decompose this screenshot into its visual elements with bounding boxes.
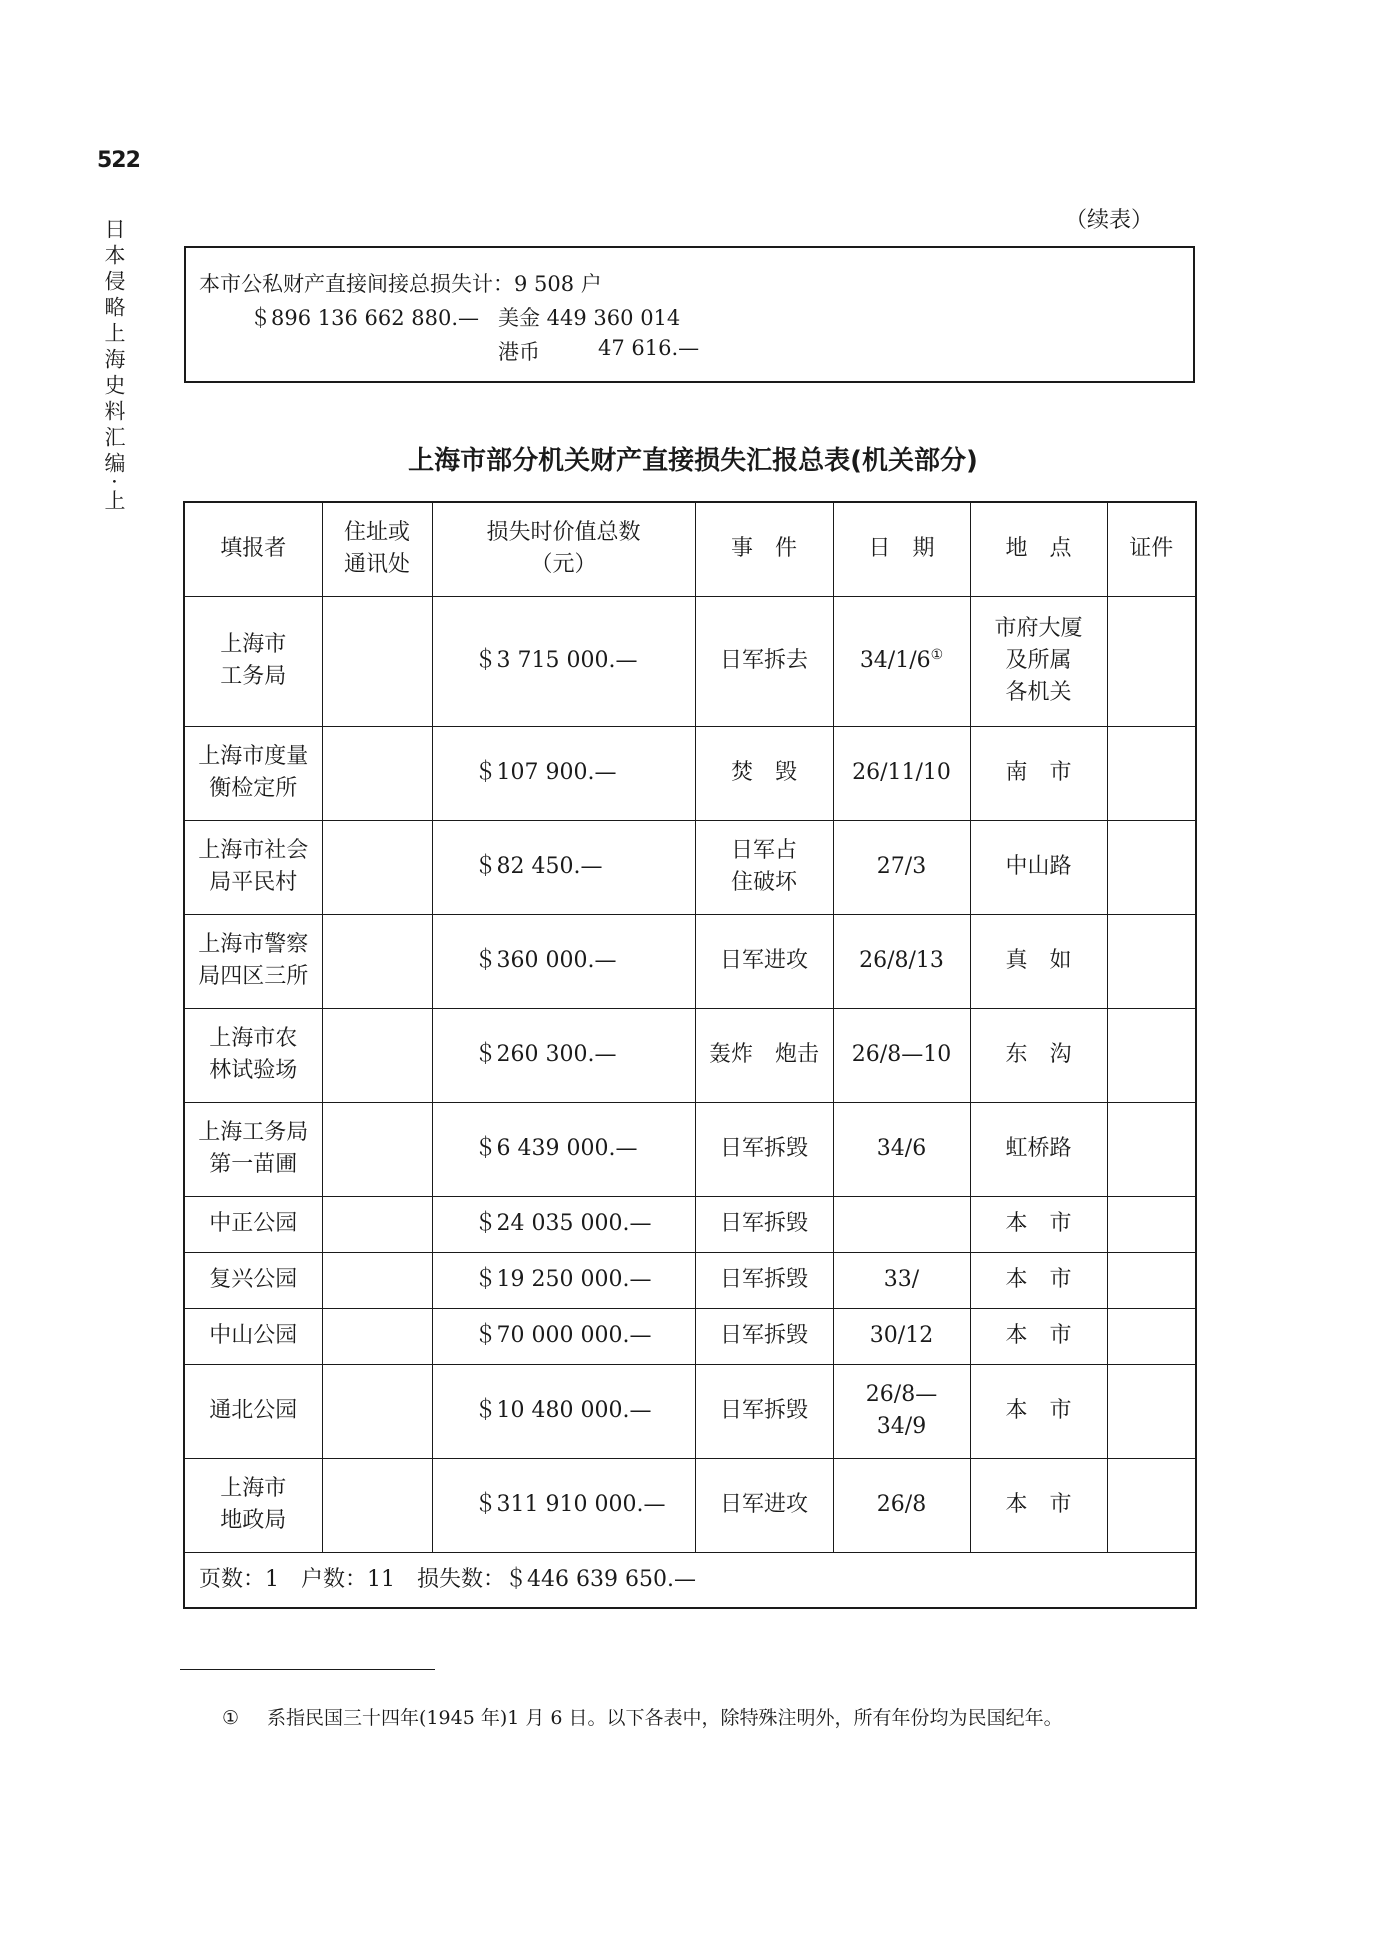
header-row <box>184 502 1196 596</box>
cell-reporter-text: 上海市 工务局 <box>220 632 287 689</box>
footnote-mark: ① <box>222 1707 240 1729</box>
cell-date-text: 33/ <box>883 1267 920 1292</box>
cell-reporter <box>184 1008 322 1102</box>
cell-amount-text: ＄3 715 000.— <box>474 648 638 673</box>
header-date: 日 期 <box>833 502 970 596</box>
cell-address <box>322 1458 432 1552</box>
footnote-rule <box>180 1669 435 1670</box>
cell-address <box>322 726 432 820</box>
table-row <box>184 1364 1196 1458</box>
cell-date <box>833 726 970 820</box>
cell-reporter-text: 复兴公园 <box>209 1267 298 1292</box>
cell-document <box>1107 726 1196 820</box>
book-title-vertical: 日本侵略上海史料汇编·上 <box>102 218 126 516</box>
cell-address <box>322 1364 432 1458</box>
footnote-ref: ① <box>930 647 944 663</box>
cell-event-text: 日军拆毁 <box>719 1398 808 1423</box>
cell-amount-text: ＄260 300.— <box>474 1042 617 1067</box>
cell-document <box>1107 1252 1196 1308</box>
cell-event-text: 日军拆去 <box>719 648 808 673</box>
cell-place-text: 虹桥路 <box>1005 1136 1072 1161</box>
cell-event <box>695 1364 833 1458</box>
cell-amount <box>432 914 695 1008</box>
cell-address <box>322 820 432 914</box>
cell-reporter <box>184 726 322 820</box>
cell-amount-text: ＄82 450.— <box>474 854 603 879</box>
summary-total-amount: ＄896 136 662 880.— <box>250 306 480 330</box>
cell-place <box>970 914 1107 1008</box>
cell-event <box>695 1102 833 1196</box>
cell-address <box>322 1196 432 1252</box>
cell-place <box>970 820 1107 914</box>
cell-reporter-text: 上海市度量 衡检定所 <box>198 744 309 801</box>
table-row <box>184 596 1196 726</box>
cell-place-text: 真 如 <box>1005 948 1072 973</box>
header-document: 证件 <box>1107 502 1196 596</box>
cell-date <box>833 914 970 1008</box>
cell-address <box>322 914 432 1008</box>
cell-place <box>970 1458 1107 1552</box>
cell-reporter <box>184 1458 322 1552</box>
table-row <box>184 1196 1196 1252</box>
cell-reporter <box>184 1364 322 1458</box>
cell-document <box>1107 1308 1196 1364</box>
cell-event <box>695 820 833 914</box>
cell-amount-text: ＄10 480 000.— <box>474 1398 652 1423</box>
total-summary: 页数：1 户数：11 损失数：＄446 639 650.— <box>184 1552 1196 1608</box>
table-row <box>184 1008 1196 1102</box>
cell-place <box>970 1308 1107 1364</box>
table-row <box>184 820 1196 914</box>
cell-date-text: 26/8 <box>876 1492 927 1517</box>
cell-reporter <box>184 1252 322 1308</box>
cell-document <box>1107 1196 1196 1252</box>
cell-event <box>695 1252 833 1308</box>
table-row <box>184 726 1196 820</box>
cell-place <box>970 1364 1107 1458</box>
page-number: 522 <box>97 148 140 173</box>
header-event: 事 件 <box>695 502 833 596</box>
cell-amount-text: ＄6 439 000.— <box>474 1136 638 1161</box>
total-row <box>184 1552 1196 1608</box>
cell-reporter-text: 中山公园 <box>209 1323 298 1348</box>
cell-date <box>833 1364 970 1458</box>
table-row <box>184 1458 1196 1552</box>
cell-address <box>322 1308 432 1364</box>
summary-usd-amount: 美金 449 360 014 <box>498 306 681 330</box>
cell-date <box>833 1252 970 1308</box>
cell-reporter-text: 上海市社会 局平民村 <box>198 838 309 895</box>
header-reporter: 填报者 <box>184 502 322 596</box>
cell-date-text: 26/8—10 <box>851 1042 952 1067</box>
cell-amount <box>432 726 695 820</box>
cell-reporter <box>184 1308 322 1364</box>
header-address: 住址或 通讯处 <box>322 502 432 596</box>
table-title: 上海市部分机关财产直接损失汇报总表(机关部分) <box>408 446 978 476</box>
cell-event <box>695 726 833 820</box>
summary-hkd-value: 47 616.— <box>598 336 700 360</box>
cell-date-text: 26/11/10 <box>852 760 951 785</box>
cell-document <box>1107 1102 1196 1196</box>
cell-amount-text: ＄19 250 000.— <box>474 1267 652 1292</box>
cell-amount <box>432 1364 695 1458</box>
cell-reporter <box>184 820 322 914</box>
cell-place <box>970 596 1107 726</box>
cell-date-text: 30/12 <box>869 1323 934 1348</box>
cell-amount <box>432 1196 695 1252</box>
cell-amount-text: ＄107 900.— <box>474 760 617 785</box>
cell-amount-text: ＄70 000 000.— <box>474 1323 652 1348</box>
table-row <box>184 914 1196 1008</box>
header-place: 地 点 <box>970 502 1107 596</box>
cell-amount <box>432 1308 695 1364</box>
cell-place-text: 本 市 <box>1005 1323 1072 1348</box>
summary-box <box>184 246 1195 383</box>
cell-event-text: 日军拆毁 <box>719 1136 808 1161</box>
cell-reporter-text: 上海工务局 第一苗圃 <box>198 1120 309 1177</box>
cell-amount <box>432 1252 695 1308</box>
cell-event <box>695 1458 833 1552</box>
cell-reporter <box>184 1196 322 1252</box>
table-row <box>184 1308 1196 1364</box>
cell-date <box>833 596 970 726</box>
table-row <box>184 1102 1196 1196</box>
cell-amount-text: ＄311 910 000.— <box>474 1492 666 1517</box>
cell-event <box>695 1008 833 1102</box>
cell-event-text: 日军进攻 <box>719 948 808 973</box>
cell-amount <box>432 1008 695 1102</box>
cell-document <box>1107 1008 1196 1102</box>
cell-date <box>833 820 970 914</box>
cell-amount <box>432 596 695 726</box>
cell-address <box>322 1008 432 1102</box>
cell-document <box>1107 1458 1196 1552</box>
cell-place-text: 本 市 <box>1005 1492 1072 1517</box>
cell-place-text: 南 市 <box>1005 760 1072 785</box>
cell-amount <box>432 1458 695 1552</box>
cell-event-text: 轰炸 炮击 <box>708 1042 819 1067</box>
cell-place-text: 本 市 <box>1005 1398 1072 1423</box>
cell-reporter-text: 上海市 地政局 <box>220 1476 287 1533</box>
cell-amount-text: ＄24 035 000.— <box>474 1211 652 1236</box>
cell-event-text: 日军占 住破坏 <box>730 838 797 895</box>
cell-reporter-text: 中正公园 <box>209 1211 298 1236</box>
cell-place <box>970 1196 1107 1252</box>
cell-document <box>1107 820 1196 914</box>
cell-event-text: 焚 毁 <box>730 760 797 785</box>
loss-report-table <box>183 501 1197 1609</box>
cell-reporter-text: 上海市农 林试验场 <box>209 1026 298 1083</box>
cell-date-text: 26/8/13 <box>859 948 944 973</box>
cell-date <box>833 1008 970 1102</box>
cell-date <box>833 1196 970 1252</box>
summary-total-households: 本市公私财产直接间接总损失计：9 508 户 <box>199 272 602 296</box>
summary-hkd-label: 港币 <box>498 340 540 364</box>
cell-document <box>1107 1364 1196 1458</box>
footnote <box>222 1703 1063 1730</box>
table-row <box>184 1252 1196 1308</box>
cell-reporter-text: 通北公园 <box>209 1398 298 1423</box>
cell-address <box>322 1102 432 1196</box>
cell-document <box>1107 596 1196 726</box>
cell-date-text: 27/3 <box>876 854 927 879</box>
cell-reporter-text: 上海市警察 局四区三所 <box>198 932 309 989</box>
cell-amount-text: ＄360 000.— <box>474 948 617 973</box>
cell-address <box>322 1252 432 1308</box>
cell-amount <box>432 1102 695 1196</box>
cell-date <box>833 1308 970 1364</box>
cell-place-text: 中山路 <box>1005 854 1072 879</box>
cell-event-text: 日军拆毁 <box>719 1211 808 1236</box>
cell-date <box>833 1458 970 1552</box>
cell-event <box>695 1308 833 1364</box>
cell-event-text: 日军进攻 <box>719 1492 808 1517</box>
continued-label: （续表） <box>1065 208 1154 233</box>
cell-date-text: 26/8— 34/9 <box>865 1382 938 1439</box>
cell-event <box>695 1196 833 1252</box>
cell-place <box>970 726 1107 820</box>
footnote-text: 系指民国三十四年(1945 年)1 月 6 日。以下各表中，除特殊注明外，所有年份均为民国纪年。 <box>267 1707 1063 1729</box>
cell-event-text: 日军拆毁 <box>719 1267 808 1292</box>
cell-document <box>1107 914 1196 1008</box>
cell-place-text: 本 市 <box>1005 1267 1072 1292</box>
cell-event <box>695 596 833 726</box>
cell-amount <box>432 820 695 914</box>
cell-event-text: 日军拆毁 <box>719 1323 808 1348</box>
cell-event <box>695 914 833 1008</box>
cell-date-text: 34/1/6 <box>859 648 931 673</box>
cell-reporter <box>184 1102 322 1196</box>
cell-place <box>970 1252 1107 1308</box>
cell-place <box>970 1008 1107 1102</box>
cell-place <box>970 1102 1107 1196</box>
cell-date <box>833 1102 970 1196</box>
cell-place-text: 东 沟 <box>1005 1042 1072 1067</box>
cell-date-text: 34/6 <box>876 1136 927 1161</box>
cell-place-text: 市府大厦 及所属 各机关 <box>994 616 1083 705</box>
cell-place-text: 本 市 <box>1005 1211 1072 1236</box>
cell-address <box>322 596 432 726</box>
cell-reporter <box>184 914 322 1008</box>
cell-reporter <box>184 596 322 726</box>
header-amount: 损失时价值总数 （元） <box>432 502 695 596</box>
